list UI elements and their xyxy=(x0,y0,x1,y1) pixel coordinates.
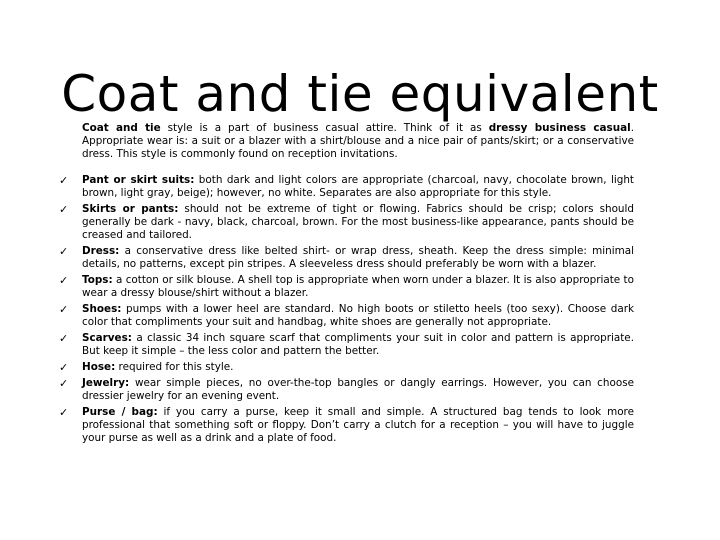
item-label: Scarves: xyxy=(82,332,132,344)
intro-emphasis-bold: dressy business casual xyxy=(488,122,631,134)
list-item xyxy=(58,174,634,200)
intro-lead-bold: Coat and tie xyxy=(82,122,161,134)
item-label: Skirts or pants: xyxy=(82,203,179,215)
item-text: a cotton or silk blouse. A shell top is appropriate when worn under a blazer. It is also appropriate to wear a dressy blouse/shirt without a blazer. xyxy=(82,274,634,299)
item-label: Tops: xyxy=(82,274,113,286)
list-item xyxy=(58,245,634,271)
list-item xyxy=(58,274,634,300)
item-text: wear simple pieces, no over-the-top bangles or dangly earrings. However, you can choose dressier jewelry for an evening event. xyxy=(82,377,634,402)
checkmark-icon: ✓ xyxy=(59,332,69,345)
slide-body xyxy=(58,122,634,448)
item-label: Dress: xyxy=(82,245,120,257)
list-item xyxy=(58,203,634,242)
list-item xyxy=(58,406,634,445)
item-text: a conservative dress like belted shirt- or wrap dress, sheath. Keep the dress simple: minimal details, no patterns, except pin stripes. A sleeveless dress should preferably be worn with a blazer. xyxy=(82,245,634,270)
item-text: a classic 34 inch square scarf that compliments your suit in color and pattern is appropriate. But keep it simple – the less color and pattern the better. xyxy=(82,332,634,357)
item-label: Hose: xyxy=(82,361,116,373)
item-label: Jewelry: xyxy=(82,377,130,389)
checkmark-icon: ✓ xyxy=(59,203,69,216)
item-text: both dark and light colors are appropriate (charcoal, navy, chocolate brown, light brown, light gray, beige); however, no white. Separates are also appropriate for this style. xyxy=(82,174,634,199)
checkmark-icon: ✓ xyxy=(59,245,69,258)
checkmark-icon: ✓ xyxy=(59,406,69,419)
list-item xyxy=(58,377,634,403)
item-text: should not be extreme of tight or flowing. Fabrics should be crisp; colors should generally be dark - navy, black, charcoal, brown. For the most business-like appearance, pants should be creased and tailored. xyxy=(82,203,634,241)
intro-text-1: style is a part of business casual attire. Think of it as xyxy=(160,122,489,134)
item-label: Pant or skirt suits: xyxy=(82,174,195,186)
list-item xyxy=(58,303,634,329)
item-text: pumps with a lower heel are standard. No high boots or stiletto heels (too sexy). Choose dark color that compliments your suit and handbag, white shoes are generally not appropriate. xyxy=(82,303,634,328)
intro-text-2: . Appropriate wear is: a suit or a blazer with a shirt/blouse and a nice pair of pants/skirt; or a conservative dress. This style is commonly found on reception invitations. xyxy=(82,122,634,160)
item-label: Purse / bag: xyxy=(82,406,158,418)
checkmark-icon: ✓ xyxy=(59,303,69,316)
checkmark-icon: ✓ xyxy=(59,361,69,374)
checkmark-icon: ✓ xyxy=(59,174,69,187)
item-label: Shoes: xyxy=(82,303,122,315)
checkmark-icon: ✓ xyxy=(59,274,69,287)
checkmark-icon: ✓ xyxy=(59,377,69,390)
slide-title: Coat and tie equivalent xyxy=(61,64,659,123)
intro-paragraph xyxy=(82,122,634,161)
item-text: required for this style. xyxy=(115,361,234,373)
item-text: if you carry a purse, keep it small and simple. A structured bag tends to look more professional that something soft or floppy. Don’t carry a clutch for a reception – you will have to juggle your purse as well as a drink and a plate of food. xyxy=(82,406,634,444)
list-item xyxy=(58,332,634,358)
list-item xyxy=(58,361,634,374)
guideline-list xyxy=(58,174,634,445)
